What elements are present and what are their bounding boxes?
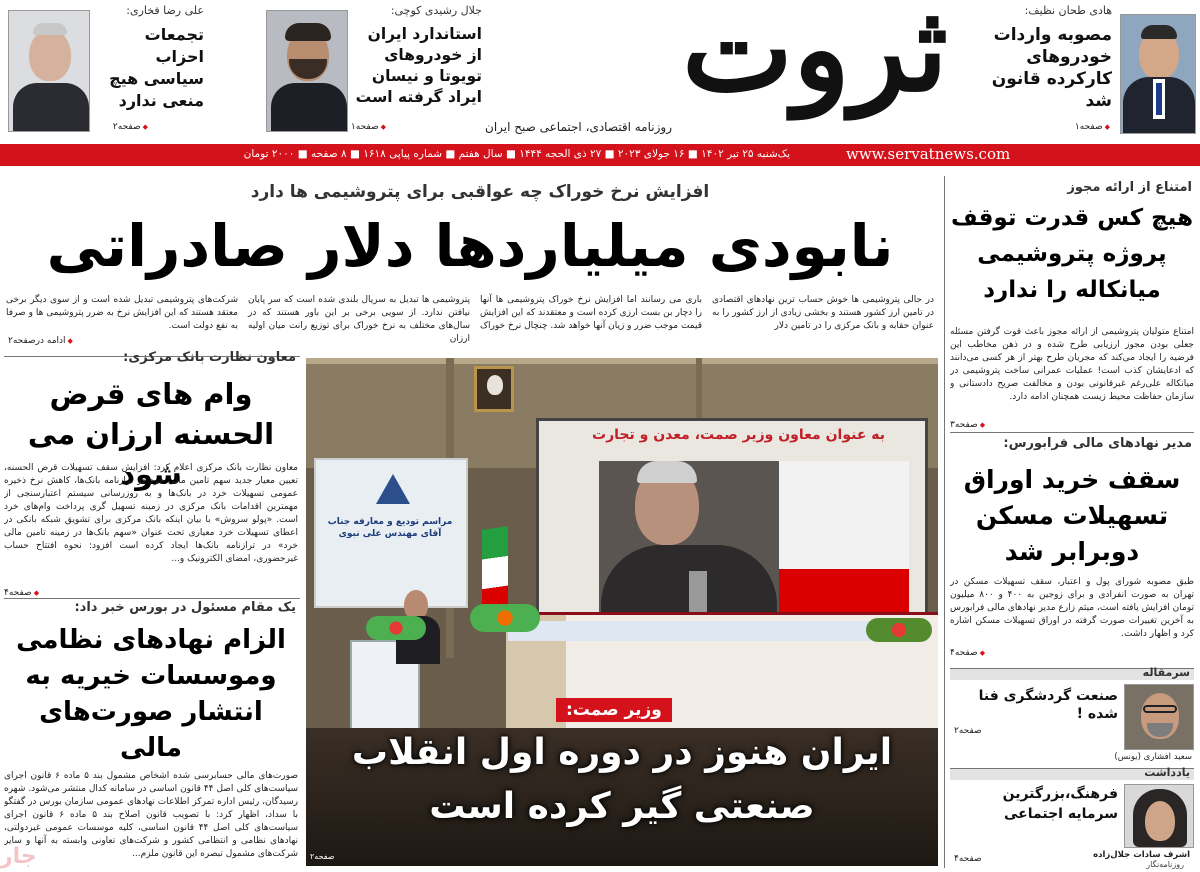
lead-headline: نابودی میلیاردها دلار صادراتی <box>46 212 894 280</box>
left-story-2[interactable] <box>4 600 298 870</box>
right-story-1-headline: هیچ کس قدرت توقف پروژه پتروشیمی میانکاله را ندارد <box>950 205 1194 303</box>
left-story-1-kicker: معاون نظارت بانک مرکزی: <box>123 350 296 365</box>
teaser-title-middle: استاندارد ایران از خودروهای تویوتا و نیسان ایراد گرفته است <box>355 25 482 106</box>
note-title: فرهنگ،بزرگترین سرمایه اجتماعی <box>1002 786 1118 822</box>
projection-banner-text: به عنوان معاون وزیر صمت، معدن و تجارت <box>592 427 885 443</box>
divider <box>944 176 945 868</box>
photo-caption: ایران هنوز در دوره اول انقلاب صنعتی گیر کرده است <box>351 732 893 827</box>
right-story-1-kicker: امتناع از ارائه مجوز <box>1067 180 1192 195</box>
note-author-role: روزنامه‌نگار <box>1146 860 1184 869</box>
left-story-2-body: صورت‌های مالی حسابرسی شده اشخاص مشمول بند ۵ ماده ۶ قانون اجرای سیاست‌های کلی اصل ۴۴ قانون اساسی در سامانه کدال منتشر می‌شود. شهره رسیدگان، رئیس اداره تمرکز اطلاعات نهادهای عمومی سازمان بورس در گفتگو با سداد، اظهار کرد: با تصویب قانون اصلاح بند ۵ ماده ۶ قانون اجرای سیاست‌های کلی اصل ۴۴ قانون اساسی، کلیه موسسات عمومی غیردولتی، نهادهای نظامی و انتظامی کشور و شرکت‌های تعاونی وابسته به آنها و سایر شرکت‌های مشمول تبصره این قانون ملزم... <box>4 771 298 859</box>
note-label: یادداشت <box>1144 766 1190 779</box>
teaser-photo-right <box>1120 14 1196 134</box>
left-story-1-ref: ◆ صفحه۴ <box>4 588 39 598</box>
right-story-2-kicker: مدیر نهادهای مالی فرابورس: <box>1003 436 1192 451</box>
logo <box>492 0 954 118</box>
watermark: جار <box>0 844 37 869</box>
lead-kicker: افزایش نرخ خوراک چه عواقبی برای پتروشیمی ها دارد <box>250 182 710 202</box>
teaser-title-right: مصوبه واردات خودروهای کارکرده قانون شد <box>991 25 1112 111</box>
editorial-author-photo <box>1124 684 1194 750</box>
date-bar <box>0 144 1200 166</box>
note-author-photo <box>1124 784 1194 848</box>
editorial-ref: صفحه۲ <box>954 726 982 736</box>
editorial-label: سرمقاله <box>1142 666 1190 679</box>
teaser-ref-middle: ◆ صفحه۱ <box>351 122 386 132</box>
divider <box>4 598 300 599</box>
editorial-title: صنعت گردشگری فنا شده ! <box>978 688 1118 722</box>
dateline: یک‌شنبه ۲۵ تیر ۱۴۰۲ ■ ۱۶ جولای ۲۰۲۳ ■ ۲۷ ذی الحجه ۱۴۴۴ ■ سال هفتم ■ شماره پیاپی ۱۶۱۸ ■ ۸ صفحه ■ ۲۰۰۰ تومان <box>243 148 790 160</box>
note-ref: صفحه۴ <box>954 854 982 864</box>
lead-col-4: شرکت‌های پتروشیمی تبدیل شده است و از سوی دیگر برخی معتقد هستند که این افزایش نرخ به ضرر پتروشیمی ها و صرفا به نفع دولت است. <box>6 295 238 331</box>
teaser-name-right: هادی طحان نظیف: <box>1024 4 1112 17</box>
teaser-ref-left: ◆ صفحه۲ <box>113 122 148 132</box>
right-story-2-ref: ◆ صفحه۴ <box>950 648 985 658</box>
right-story-1-body: امتناع متولیان پتروشیمی از ارائه مجوز باعث قوت گرفتن مسئله جعلی بودن مجوز ارزیابی طرح شده و در ذهن مخاطب این فرضیه را ایجاد می‌کند که مجریان طرح بهتر از هر کسی می‌دانند که ادعایشان کذب است! عملیات عمرانی ساخت پتروشیمی در میانکاله علی‌رغم غیرقانونی بودن و مخالفت صریح دادستانی و سازمان حفاظت محیط زیست همچنان ادامه دارد. <box>950 327 1194 402</box>
teaser-middle[interactable] <box>262 4 482 136</box>
side-banner-text: مراسم تودیع و معارفه جناب آقای مهندس علی نبوی <box>327 517 453 539</box>
note-section[interactable] <box>950 768 1194 870</box>
lead-ref[interactable]: ◆ ادامه درصفحه۲ <box>8 336 73 346</box>
teaser-photo-left <box>8 10 90 132</box>
editorial-section[interactable] <box>950 668 1194 766</box>
right-story-2[interactable] <box>950 436 1194 660</box>
teaser-photo-middle <box>266 10 348 132</box>
tagline: روزنامه اقتصادی، اجتماعی صبح ایران <box>485 120 672 134</box>
flowers <box>366 616 426 640</box>
left-story-1-body: معاون نظارت بانک مرکزی اعلام کرد: افزایش سقف تسهیلات قرض الحسنه، تعیین معیار جدید سهم تامین مالی خرد در ترازنامه بانک‌ها، کاهش نرخ ذخیره عمومی تسهیلات خرد در بانک‌ها و به روزرسانی سیستم اعتبارسنجی از مهمترین اقدامات بانک مرکزی در زمینه تسهیل گری پرداخت وام‌های خرد است. «پولو سروش» با بیان اینکه بانک مرکزی برای تشویق شبکه بانکی در اعطای تسهیلات خرد معیاری تحت عنوان «سهم بانک‌ها در زمینه تامین مالی خرد» در ترازنامه بانک‌ها ایجاد کرده است افزود: نحوه افتتاح حساب غیرحضوری، امضای الکترونیک و... <box>4 463 298 564</box>
masthead <box>0 0 1200 170</box>
lead-story[interactable] <box>0 176 942 354</box>
logo-text: ثروت <box>681 0 948 118</box>
divider <box>950 432 1194 433</box>
website[interactable]: www.servatnews.com <box>846 145 1011 163</box>
teaser-left[interactable] <box>4 4 204 136</box>
teaser-name-left: علی رضا فخاری: <box>126 4 204 17</box>
editorial-author: سعید افشاری (یونس) <box>1114 752 1192 762</box>
center-photo[interactable] <box>306 358 938 866</box>
left-story-2-headline: الزام نهادهای نظامی وموسسات خیریه به انتشار صورت‌های مالی <box>16 625 286 763</box>
lead-col-3: پتروشیمی ها تبدیل به سریال بلندی شده است که سر پایان نیافتن ندارد. از سویی برخی بر این باور هستند که در سال‌های مختلف به نرخ خوراک برای توزیع رانت میان اولیه ارزان <box>248 295 470 344</box>
right-story-1-ref: ◆ صفحه۳ <box>950 420 985 430</box>
side-banner <box>314 458 468 608</box>
lead-col-2: باری می رسانند اما افزایش نرخ خوراک پتروشیمی ها آنها را دچار بن بست ارزی کرده است و معتقدند که این افزایش قیمت موجب ضرر و زیان آنها خواهد شد. چنچال نرخ خوراک <box>479 295 702 331</box>
teaser-name-middle: جلال رشیدی کوچی: <box>390 4 482 17</box>
photo-kicker: وزیر صمت: <box>556 698 672 722</box>
teaser-title-left: تجمعات احزاب سیاسی هیچ منعی ندارد <box>109 25 204 110</box>
wall-portrait <box>474 366 514 412</box>
right-story-1[interactable] <box>950 180 1194 430</box>
note-author: اشرف سادات جلال‌زاده <box>1093 850 1190 860</box>
photo-ref: صفحه۲ <box>310 852 335 861</box>
lead-col-1: در حالی پتروشیمی ها خوش حساب ترین نهادهای اقتصادی در تامین ارز کشور هستند و بخشی زیادی از ارز کشور را به عنوان حقابه و بانک مرکزی را در تامین دلار <box>712 295 934 331</box>
teaser-right[interactable] <box>952 4 1196 136</box>
teaser-ref-right: ◆ صفحه۱ <box>1075 122 1110 132</box>
left-story-1-headline: وام های قرض الحسنه ارزان می شود <box>27 377 275 491</box>
left-story-2-kicker: یک مقام مسئول در بورس خبر داد: <box>74 600 296 615</box>
right-story-2-body: طبق مصوبه شورای پول و اعتبار، سقف تسهیلات مسکن در تهران به صورت انفرادی و برای زوجین به ۴۰۰ و ۸۰۰ میلیون تومان افزایش یافته است، میثم زارع مدیر نهادهای مالی فرابورس به آخرین تغییرات صورت گرفته در اوراق تسهیلات مسکن اشاره کرد و اظهار داشت. <box>950 577 1194 639</box>
left-story-1[interactable] <box>4 350 298 600</box>
right-story-2-headline: سقف خرید اوراق تسهیلات مسکن دوبرابر شد <box>963 465 1181 566</box>
